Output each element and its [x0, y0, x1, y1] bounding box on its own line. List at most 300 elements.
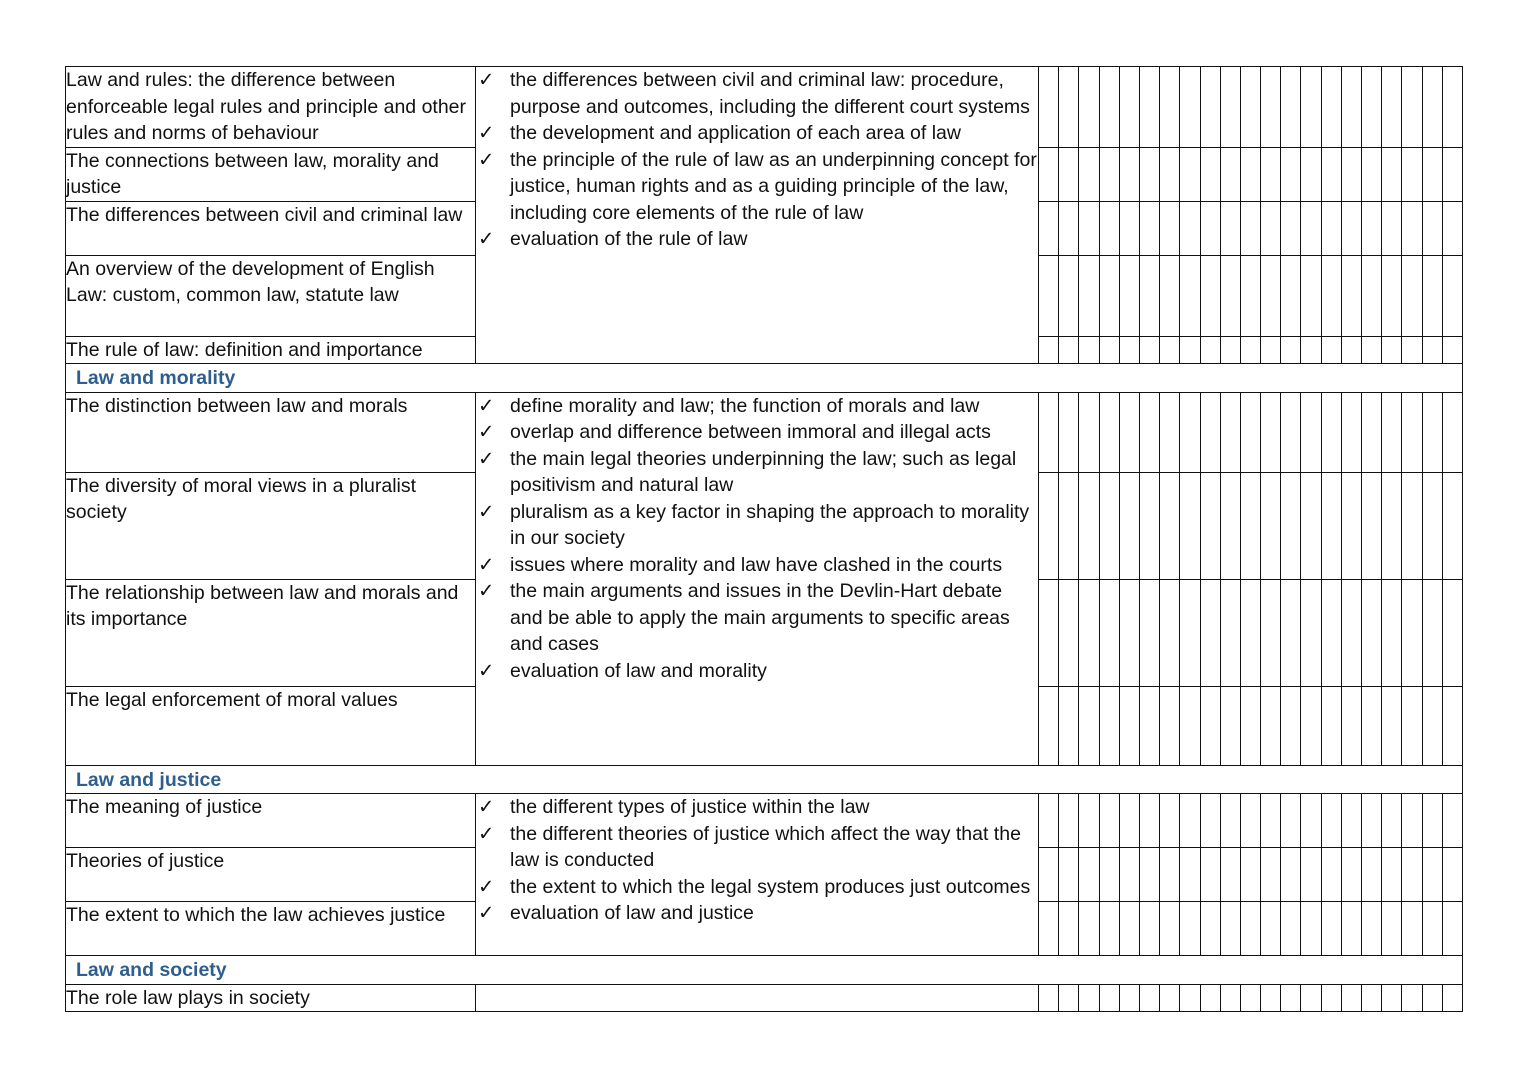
- progress-tick-cell[interactable]: [1382, 686, 1402, 765]
- progress-tick-cell[interactable]: [1362, 201, 1382, 255]
- progress-tick-cell[interactable]: [1321, 67, 1341, 148]
- progress-tick-cell[interactable]: [1059, 686, 1079, 765]
- progress-tick-cell[interactable]: [1160, 147, 1180, 201]
- progress-tick-cell[interactable]: [1039, 336, 1059, 364]
- progress-tick-cell[interactable]: [1341, 67, 1361, 148]
- progress-tick-cell[interactable]: [1301, 902, 1321, 956]
- progress-tick-cell[interactable]: [1261, 984, 1281, 1012]
- progress-tick-cell[interactable]: [1139, 848, 1159, 902]
- progress-tick-cell[interactable]: [1099, 579, 1119, 686]
- progress-tick-cell[interactable]: [1301, 201, 1321, 255]
- progress-tick-cell[interactable]: [1039, 147, 1059, 201]
- progress-tick-cell[interactable]: [1099, 472, 1119, 579]
- progress-tick-cell[interactable]: [1180, 255, 1200, 336]
- progress-tick-cell[interactable]: [1362, 794, 1382, 848]
- outcome-text: the different types of justice within the law: [510, 796, 870, 818]
- progress-tick-cell[interactable]: [1321, 336, 1341, 364]
- progress-tick-cell[interactable]: [1321, 392, 1341, 472]
- progress-tick-cell[interactable]: [1079, 794, 1099, 848]
- progress-tick-cell[interactable]: [1079, 579, 1099, 686]
- progress-tick-cell[interactable]: [1442, 984, 1462, 1012]
- progress-tick-cell[interactable]: [1160, 579, 1180, 686]
- progress-tick-cell[interactable]: [1160, 67, 1180, 148]
- progress-tick-cell[interactable]: [1261, 848, 1281, 902]
- progress-tick-cell[interactable]: [1059, 794, 1079, 848]
- progress-tick-cell[interactable]: [1341, 686, 1361, 765]
- progress-tick-cell[interactable]: [1382, 902, 1402, 956]
- progress-tick-cell[interactable]: [1160, 848, 1180, 902]
- list-item: [476, 794, 1038, 821]
- progress-tick-cell[interactable]: [1321, 472, 1341, 579]
- progress-tick-cell[interactable]: [1200, 67, 1220, 148]
- progress-tick-cell[interactable]: [1240, 201, 1260, 255]
- progress-tick-cell[interactable]: [1442, 147, 1462, 201]
- checkmark-icon: ✓: [478, 394, 495, 417]
- progress-tick-cell[interactable]: [1200, 902, 1220, 956]
- progress-tick-cell[interactable]: [1139, 336, 1159, 364]
- progress-tick-cell[interactable]: [1281, 686, 1301, 765]
- progress-tick-cell[interactable]: [1281, 902, 1301, 956]
- progress-tick-cell[interactable]: [1119, 147, 1139, 201]
- checkmark-icon: ✓: [478, 421, 495, 443]
- progress-tick-cell[interactable]: [1180, 336, 1200, 364]
- progress-tick-cell[interactable]: [1240, 336, 1260, 364]
- progress-tick-cell[interactable]: [1200, 255, 1220, 336]
- progress-tick-cell[interactable]: [1240, 984, 1260, 1012]
- progress-tick-cell[interactable]: [1220, 67, 1240, 148]
- progress-tick-cell[interactable]: [1240, 67, 1260, 148]
- progress-tick-cell[interactable]: [1240, 147, 1260, 201]
- progress-tick-cell[interactable]: [1099, 67, 1119, 148]
- progress-tick-cell[interactable]: [1119, 472, 1139, 579]
- topic-cell: The distinction between law and morals: [66, 392, 476, 472]
- progress-tick-cell[interactable]: [1200, 147, 1220, 201]
- progress-tick-cell[interactable]: [1261, 794, 1281, 848]
- progress-tick-cell[interactable]: [1220, 794, 1240, 848]
- progress-tick-cell[interactable]: [1402, 984, 1422, 1012]
- progress-tick-cell[interactable]: [1139, 984, 1159, 1012]
- progress-tick-cell[interactable]: [1261, 392, 1281, 472]
- progress-tick-cell[interactable]: [1261, 336, 1281, 364]
- progress-tick-cell[interactable]: [1402, 336, 1422, 364]
- progress-tick-cell[interactable]: [1240, 579, 1260, 686]
- progress-tick-cell[interactable]: [1422, 472, 1442, 579]
- progress-tick-cell[interactable]: [1220, 336, 1240, 364]
- progress-tick-cell[interactable]: [1382, 984, 1402, 1012]
- progress-tick-cell[interactable]: [1099, 201, 1119, 255]
- progress-tick-cell[interactable]: [1362, 67, 1382, 148]
- progress-tick-cell[interactable]: [1039, 255, 1059, 336]
- progress-tick-cell[interactable]: [1442, 579, 1462, 686]
- progress-tick-cell[interactable]: [1301, 67, 1321, 148]
- topic-cell: The relationship between law and morals and its importance: [66, 579, 476, 686]
- progress-tick-cell[interactable]: [1180, 147, 1200, 201]
- outcome-text: the different theories of justice which affect the way that the law is conducted: [510, 822, 1021, 871]
- progress-tick-cell[interactable]: [1281, 147, 1301, 201]
- progress-tick-cell[interactable]: [1321, 902, 1341, 956]
- progress-tick-cell[interactable]: [1382, 336, 1402, 364]
- progress-tick-cell[interactable]: [1160, 984, 1180, 1012]
- progress-tick-cell[interactable]: [1180, 794, 1200, 848]
- progress-tick-cell[interactable]: [1382, 579, 1402, 686]
- progress-tick-cell[interactable]: [1119, 902, 1139, 956]
- progress-tick-cell[interactable]: [1402, 686, 1422, 765]
- progress-tick-cell[interactable]: [1422, 67, 1442, 148]
- topic-cell: The extent to which the law achieves justice: [66, 902, 476, 956]
- learning-outcomes-cell: [476, 794, 1039, 956]
- progress-tick-cell[interactable]: [1402, 472, 1422, 579]
- progress-tick-cell[interactable]: [1402, 579, 1422, 686]
- progress-tick-cell[interactable]: [1422, 848, 1442, 902]
- progress-tick-cell[interactable]: [1079, 686, 1099, 765]
- progress-tick-cell[interactable]: [1099, 848, 1119, 902]
- progress-tick-cell[interactable]: [1139, 201, 1159, 255]
- progress-tick-cell[interactable]: [1180, 902, 1200, 956]
- progress-tick-cell[interactable]: [1301, 686, 1321, 765]
- progress-tick-cell[interactable]: [1180, 201, 1200, 255]
- progress-tick-cell[interactable]: [1382, 255, 1402, 336]
- progress-tick-cell[interactable]: [1059, 392, 1079, 472]
- progress-tick-cell[interactable]: [1341, 984, 1361, 1012]
- progress-tick-cell[interactable]: [1442, 794, 1462, 848]
- progress-tick-cell[interactable]: [1139, 579, 1159, 686]
- progress-tick-cell[interactable]: [1119, 579, 1139, 686]
- progress-tick-cell[interactable]: [1119, 255, 1139, 336]
- progress-tick-cell[interactable]: [1301, 472, 1321, 579]
- list-item: [476, 67, 1038, 120]
- progress-tick-cell[interactable]: [1341, 848, 1361, 902]
- progress-tick-cell[interactable]: [1402, 67, 1422, 148]
- progress-tick-cell[interactable]: [1382, 472, 1402, 579]
- progress-tick-cell[interactable]: [1139, 392, 1159, 472]
- progress-tick-cell[interactable]: [1180, 579, 1200, 686]
- progress-tick-cell[interactable]: [1059, 902, 1079, 956]
- progress-tick-cell[interactable]: [1240, 472, 1260, 579]
- progress-tick-cell[interactable]: [1281, 794, 1301, 848]
- progress-tick-cell[interactable]: [1281, 336, 1301, 364]
- progress-tick-cell[interactable]: [1119, 201, 1139, 255]
- progress-tick-cell[interactable]: [1362, 848, 1382, 902]
- progress-tick-cell[interactable]: [1079, 336, 1099, 364]
- progress-tick-cell[interactable]: [1160, 472, 1180, 579]
- progress-tick-cell[interactable]: [1301, 255, 1321, 336]
- progress-tick-cell[interactable]: [1261, 472, 1281, 579]
- progress-tick-cell[interactable]: [1240, 848, 1260, 902]
- progress-tick-cell[interactable]: [1362, 902, 1382, 956]
- progress-tick-cell[interactable]: [1039, 392, 1059, 472]
- progress-tick-cell[interactable]: [1362, 147, 1382, 201]
- progress-tick-cell[interactable]: [1422, 686, 1442, 765]
- progress-tick-cell[interactable]: [1099, 147, 1119, 201]
- progress-tick-cell[interactable]: [1099, 686, 1119, 765]
- progress-tick-cell[interactable]: [1281, 392, 1301, 472]
- progress-tick-cell[interactable]: [1321, 984, 1341, 1012]
- progress-tick-cell[interactable]: [1180, 686, 1200, 765]
- progress-tick-cell[interactable]: [1119, 67, 1139, 148]
- progress-tick-cell[interactable]: [1382, 147, 1402, 201]
- topic-cell: Theories of justice: [66, 848, 476, 902]
- progress-tick-cell[interactable]: [1281, 579, 1301, 686]
- progress-tick-cell[interactable]: [1442, 336, 1462, 364]
- progress-tick-cell[interactable]: [1039, 794, 1059, 848]
- progress-tick-cell[interactable]: [1321, 201, 1341, 255]
- progress-tick-cell[interactable]: [1200, 848, 1220, 902]
- progress-tick-cell[interactable]: [1341, 201, 1361, 255]
- progress-tick-cell[interactable]: [1341, 255, 1361, 336]
- progress-tick-cell[interactable]: [1119, 686, 1139, 765]
- progress-tick-cell[interactable]: [1261, 686, 1281, 765]
- progress-tick-cell[interactable]: [1442, 67, 1462, 148]
- progress-tick-cell[interactable]: [1301, 984, 1321, 1012]
- progress-tick-cell[interactable]: [1301, 147, 1321, 201]
- progress-tick-cell[interactable]: [1382, 848, 1402, 902]
- topic-cell: The differences between civil and criminal law: [66, 201, 476, 255]
- progress-tick-cell[interactable]: [1119, 848, 1139, 902]
- progress-tick-cell[interactable]: [1059, 336, 1079, 364]
- progress-tick-cell[interactable]: [1442, 848, 1462, 902]
- progress-tick-cell[interactable]: [1059, 579, 1079, 686]
- progress-tick-cell[interactable]: [1321, 686, 1341, 765]
- progress-tick-cell[interactable]: [1341, 472, 1361, 579]
- progress-tick-cell[interactable]: [1382, 201, 1402, 255]
- progress-tick-cell[interactable]: [1281, 67, 1301, 148]
- progress-tick-cell[interactable]: [1039, 201, 1059, 255]
- progress-tick-cell[interactable]: [1059, 201, 1079, 255]
- progress-tick-cell[interactable]: [1180, 984, 1200, 1012]
- progress-tick-cell[interactable]: [1422, 336, 1442, 364]
- progress-tick-cell[interactable]: [1220, 201, 1240, 255]
- progress-tick-cell[interactable]: [1422, 794, 1442, 848]
- progress-tick-cell[interactable]: [1341, 902, 1361, 956]
- outcome-text: evaluation of the rule of law: [510, 228, 748, 250]
- progress-tick-cell[interactable]: [1301, 392, 1321, 472]
- progress-tick-cell[interactable]: [1341, 147, 1361, 201]
- progress-tick-cell[interactable]: [1442, 201, 1462, 255]
- progress-tick-cell[interactable]: [1341, 392, 1361, 472]
- progress-tick-cell[interactable]: [1341, 336, 1361, 364]
- progress-tick-cell[interactable]: [1442, 392, 1462, 472]
- learning-outcomes-list: [476, 67, 1038, 253]
- progress-tick-cell[interactable]: [1382, 67, 1402, 148]
- progress-tick-cell[interactable]: [1039, 848, 1059, 902]
- progress-tick-cell[interactable]: [1220, 472, 1240, 579]
- progress-tick-cell[interactable]: [1039, 579, 1059, 686]
- progress-tick-cell[interactable]: [1281, 984, 1301, 1012]
- progress-tick-cell[interactable]: [1119, 336, 1139, 364]
- progress-tick-cell[interactable]: [1039, 902, 1059, 956]
- progress-tick-cell[interactable]: [1362, 255, 1382, 336]
- progress-tick-cell[interactable]: [1059, 848, 1079, 902]
- progress-tick-cell[interactable]: [1059, 984, 1079, 1012]
- list-item: [476, 147, 1038, 227]
- progress-tick-cell[interactable]: [1139, 902, 1159, 956]
- progress-tick-cell[interactable]: [1240, 255, 1260, 336]
- progress-tick-cell[interactable]: [1281, 472, 1301, 579]
- progress-tick-cell[interactable]: [1442, 472, 1462, 579]
- progress-tick-cell[interactable]: [1402, 392, 1422, 472]
- progress-tick-cell[interactable]: [1160, 255, 1180, 336]
- checkmark-icon: ✓: [478, 875, 495, 898]
- progress-tick-cell[interactable]: [1341, 794, 1361, 848]
- progress-tick-cell[interactable]: [1220, 392, 1240, 472]
- progress-tick-cell[interactable]: [1240, 902, 1260, 956]
- progress-tick-cell[interactable]: [1321, 255, 1341, 336]
- topic-cell: An overview of the development of English Law: custom, common law, statute law: [66, 255, 476, 336]
- progress-tick-cell[interactable]: [1422, 579, 1442, 686]
- progress-tick-cell[interactable]: [1139, 794, 1159, 848]
- progress-tick-cell[interactable]: [1039, 686, 1059, 765]
- progress-tick-cell[interactable]: [1442, 902, 1462, 956]
- progress-tick-cell[interactable]: [1362, 336, 1382, 364]
- progress-tick-cell[interactable]: [1301, 848, 1321, 902]
- progress-tick-cell[interactable]: [1160, 686, 1180, 765]
- progress-tick-cell[interactable]: [1160, 902, 1180, 956]
- progress-tick-cell[interactable]: [1119, 984, 1139, 1012]
- progress-tick-cell[interactable]: [1281, 848, 1301, 902]
- progress-tick-cell[interactable]: [1402, 848, 1422, 902]
- progress-tick-cell[interactable]: [1220, 686, 1240, 765]
- progress-tick-cell[interactable]: [1321, 147, 1341, 201]
- section-heading: Law and society: [66, 956, 1463, 985]
- progress-tick-cell[interactable]: [1039, 472, 1059, 579]
- progress-tick-cell[interactable]: [1220, 902, 1240, 956]
- progress-tick-cell[interactable]: [1139, 472, 1159, 579]
- progress-tick-cell[interactable]: [1240, 794, 1260, 848]
- progress-tick-cell[interactable]: [1139, 67, 1159, 148]
- progress-tick-cell[interactable]: [1059, 147, 1079, 201]
- progress-tick-cell[interactable]: [1139, 255, 1159, 336]
- progress-tick-cell[interactable]: [1059, 255, 1079, 336]
- progress-tick-cell[interactable]: [1362, 686, 1382, 765]
- progress-tick-cell[interactable]: [1160, 794, 1180, 848]
- progress-tick-cell[interactable]: [1099, 902, 1119, 956]
- list-item: [476, 658, 1038, 685]
- progress-tick-cell[interactable]: [1180, 472, 1200, 579]
- progress-tick-cell[interactable]: [1422, 147, 1442, 201]
- progress-tick-cell[interactable]: [1261, 147, 1281, 201]
- progress-tick-cell[interactable]: [1362, 392, 1382, 472]
- progress-tick-cell[interactable]: [1362, 579, 1382, 686]
- progress-tick-cell[interactable]: [1422, 984, 1442, 1012]
- progress-tick-cell[interactable]: [1119, 392, 1139, 472]
- progress-tick-cell[interactable]: [1220, 255, 1240, 336]
- learning-outcomes-list: [476, 794, 1038, 927]
- progress-tick-cell[interactable]: [1321, 579, 1341, 686]
- progress-tick-cell[interactable]: [1180, 67, 1200, 148]
- progress-tick-cell[interactable]: [1139, 147, 1159, 201]
- progress-tick-cell[interactable]: [1321, 848, 1341, 902]
- progress-tick-cell[interactable]: [1200, 794, 1220, 848]
- progress-tick-cell[interactable]: [1200, 472, 1220, 579]
- progress-tick-cell[interactable]: [1422, 392, 1442, 472]
- progress-tick-cell[interactable]: [1402, 147, 1422, 201]
- topic-cell: The connections between law, morality and justice: [66, 147, 476, 201]
- progress-tick-cell[interactable]: [1341, 579, 1361, 686]
- progress-tick-cell[interactable]: [1240, 392, 1260, 472]
- progress-tick-cell[interactable]: [1442, 255, 1462, 336]
- progress-tick-cell[interactable]: [1220, 848, 1240, 902]
- progress-tick-cell[interactable]: [1200, 984, 1220, 1012]
- progress-tick-cell[interactable]: [1200, 686, 1220, 765]
- progress-tick-cell[interactable]: [1079, 147, 1099, 201]
- progress-tick-cell[interactable]: [1422, 902, 1442, 956]
- progress-tick-cell[interactable]: [1059, 67, 1079, 148]
- progress-tick-cell[interactable]: [1261, 255, 1281, 336]
- progress-tick-cell[interactable]: [1422, 255, 1442, 336]
- progress-tick-cell[interactable]: [1261, 902, 1281, 956]
- progress-tick-cell[interactable]: [1261, 201, 1281, 255]
- progress-tick-cell[interactable]: [1200, 336, 1220, 364]
- progress-tick-cell[interactable]: [1180, 848, 1200, 902]
- progress-tick-cell[interactable]: [1301, 336, 1321, 364]
- progress-tick-cell[interactable]: [1160, 336, 1180, 364]
- progress-tick-cell[interactable]: [1301, 794, 1321, 848]
- checkmark-icon: ✓: [478, 447, 495, 470]
- progress-tick-cell[interactable]: [1200, 579, 1220, 686]
- progress-tick-cell[interactable]: [1261, 67, 1281, 148]
- progress-tick-cell[interactable]: [1099, 794, 1119, 848]
- progress-tick-cell[interactable]: [1402, 794, 1422, 848]
- progress-tick-cell[interactable]: [1422, 201, 1442, 255]
- progress-tick-cell[interactable]: [1099, 255, 1119, 336]
- progress-tick-cell[interactable]: [1362, 472, 1382, 579]
- progress-tick-cell[interactable]: [1240, 686, 1260, 765]
- table-row: [66, 794, 1463, 848]
- progress-tick-cell[interactable]: [1220, 984, 1240, 1012]
- progress-tick-cell[interactable]: [1180, 392, 1200, 472]
- list-item: [476, 552, 1038, 579]
- progress-tick-cell[interactable]: [1402, 201, 1422, 255]
- progress-tick-cell[interactable]: [1281, 201, 1301, 255]
- progress-tick-cell[interactable]: [1079, 848, 1099, 902]
- progress-tick-cell[interactable]: [1079, 472, 1099, 579]
- progress-tick-cell[interactable]: [1220, 579, 1240, 686]
- progress-tick-cell[interactable]: [1200, 201, 1220, 255]
- progress-tick-cell[interactable]: [1442, 686, 1462, 765]
- progress-tick-cell[interactable]: [1059, 472, 1079, 579]
- progress-tick-cell[interactable]: [1079, 392, 1099, 472]
- progress-tick-cell[interactable]: [1099, 392, 1119, 472]
- checkmark-icon: ✓: [478, 228, 495, 250]
- progress-tick-cell[interactable]: [1079, 201, 1099, 255]
- list-item: [476, 578, 1038, 658]
- progress-tick-cell[interactable]: [1079, 67, 1099, 148]
- table-body: [66, 67, 1463, 1012]
- progress-tick-cell[interactable]: [1079, 255, 1099, 336]
- progress-tick-cell[interactable]: [1281, 255, 1301, 336]
- progress-tick-cell[interactable]: [1160, 201, 1180, 255]
- progress-tick-cell[interactable]: [1382, 392, 1402, 472]
- progress-tick-cell[interactable]: [1402, 255, 1422, 336]
- progress-tick-cell[interactable]: [1362, 984, 1382, 1012]
- progress-tick-cell[interactable]: [1119, 794, 1139, 848]
- progress-tick-cell[interactable]: [1039, 984, 1059, 1012]
- progress-tick-cell[interactable]: [1139, 686, 1159, 765]
- progress-tick-cell[interactable]: [1039, 67, 1059, 148]
- progress-tick-cell[interactable]: [1099, 984, 1119, 1012]
- progress-tick-cell[interactable]: [1382, 794, 1402, 848]
- progress-tick-cell[interactable]: [1099, 336, 1119, 364]
- progress-tick-cell[interactable]: [1402, 902, 1422, 956]
- progress-tick-cell[interactable]: [1079, 902, 1099, 956]
- progress-tick-cell[interactable]: [1261, 579, 1281, 686]
- progress-tick-cell[interactable]: [1079, 984, 1099, 1012]
- progress-tick-cell[interactable]: [1301, 579, 1321, 686]
- progress-tick-cell[interactable]: [1160, 392, 1180, 472]
- progress-tick-cell[interactable]: [1321, 794, 1341, 848]
- progress-tick-cell[interactable]: [1220, 147, 1240, 201]
- progress-tick-cell[interactable]: [1200, 392, 1220, 472]
